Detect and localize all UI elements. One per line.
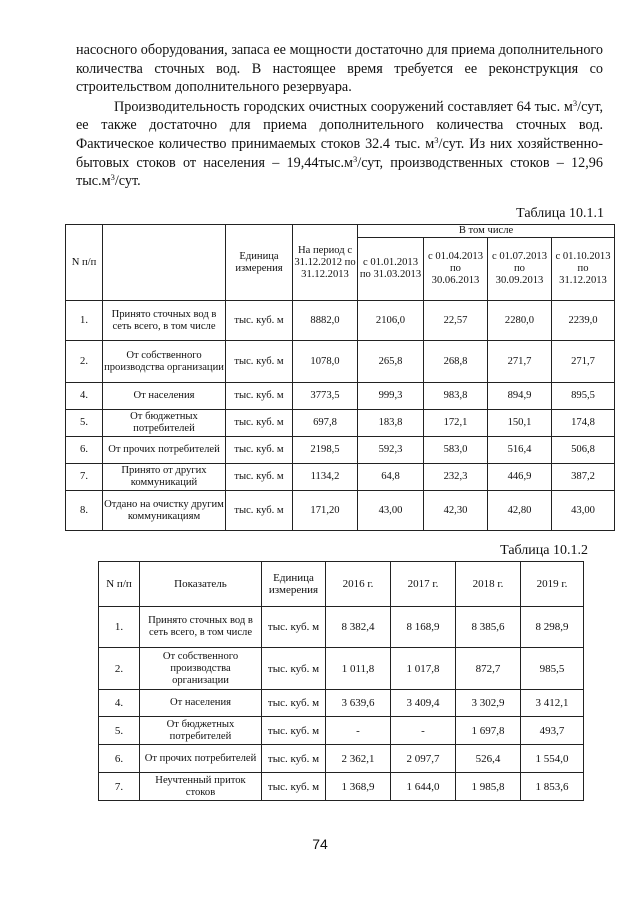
- header-q3: с 01.07.2013 по 30.09.2013: [488, 238, 552, 301]
- cell-unit: тыс. куб. м: [226, 301, 293, 341]
- cell-q2: 583,0: [424, 437, 488, 464]
- cell-num: 2.: [66, 341, 103, 383]
- cell-q4: 387,2: [552, 464, 615, 491]
- cell-q1: 999,3: [358, 383, 424, 410]
- cell-2016: 3 639,6: [326, 690, 391, 717]
- page-number: 74: [312, 836, 328, 852]
- header-including: В том числе: [358, 225, 615, 238]
- cell-num: 6.: [99, 745, 140, 773]
- cell-unit: тыс. куб. м: [262, 648, 326, 690]
- cell-q1: 2106,0: [358, 301, 424, 341]
- cell-name: От населения: [103, 383, 226, 410]
- cell-2019: 985,5: [521, 648, 584, 690]
- paragraph-1: насосного оборудования, запаса ее мощности достаточно для приема дополнительного количества сточных вод. В настоящее время требуется ее реконструкция со строительством дополнительного резервуара.: [76, 42, 603, 96]
- table-row: [99, 648, 584, 690]
- cell-name: Отдано на очистку другим коммуникациям: [103, 491, 226, 531]
- cell-unit: тыс. куб. м: [226, 383, 293, 410]
- cell-q2: 22,57: [424, 301, 488, 341]
- cell-num: 4.: [99, 690, 140, 717]
- cell-q4: 895,5: [552, 383, 615, 410]
- cell-2016: 2 362,1: [326, 745, 391, 773]
- cell-q4: 506,8: [552, 437, 615, 464]
- cell-unit: тыс. куб. м: [262, 717, 326, 745]
- cell-2016: 8 382,4: [326, 607, 391, 648]
- header-num: N п/п: [99, 562, 140, 607]
- cell-name: Принято сточных вод в сеть всего, в том числе: [140, 607, 262, 648]
- table-row: [66, 341, 615, 383]
- header-2016: 2016 г.: [326, 562, 391, 607]
- cell-name: Неучтенный приток стоков: [140, 773, 262, 801]
- paragraph-2-part-a: Производительность городских очистных сооружений составляет 64 тыс. м: [114, 98, 573, 115]
- cell-num: 5.: [66, 410, 103, 437]
- paragraph-2-part-b: /сут, ее также достаточно для приема дополнительного количества сточных вод. Фактическое количество принимаемых стоков 32.4 тыс. м: [76, 98, 603, 152]
- table-row: [66, 491, 615, 531]
- cell-q2: 983,8: [424, 383, 488, 410]
- header-unit: Единица измерения: [226, 225, 293, 301]
- cell-num: 1.: [99, 607, 140, 648]
- cell-2019: 1 853,6: [521, 773, 584, 801]
- header-q1: с 01.01.2013 по 31.03.2013: [358, 238, 424, 301]
- paragraph-2-part-c: /сут. Из них хозяйственно-бытовых стоков от населения – 19,44тыс.м: [76, 135, 603, 171]
- cell-num: 8.: [66, 491, 103, 531]
- superscript-cubic: 3: [572, 97, 578, 108]
- cell-q3: 271,7: [488, 341, 552, 383]
- cell-unit: тыс. куб. м: [262, 773, 326, 801]
- cell-name: Принято сточных вод в сеть всего, в том числе: [103, 301, 226, 341]
- header-q4: с 01.10.2013 по 31.12.2013: [552, 238, 615, 301]
- cell-2018: 3 302,9: [456, 690, 521, 717]
- table-row: [66, 437, 615, 464]
- header-2018: 2018 г.: [456, 562, 521, 607]
- table-row: [99, 717, 584, 745]
- cell-name: От населения: [140, 690, 262, 717]
- table-row: [99, 607, 584, 648]
- cell-q1: 265,8: [358, 341, 424, 383]
- table-row: [66, 464, 615, 491]
- cell-2017: 2 097,7: [391, 745, 456, 773]
- cell-num: 6.: [66, 437, 103, 464]
- cell-q2: 232,3: [424, 464, 488, 491]
- cell-2017: -: [391, 717, 456, 745]
- cell-q4: 174,8: [552, 410, 615, 437]
- header-name: [103, 225, 226, 301]
- paragraph-2-part-e: /сут.: [114, 173, 141, 190]
- cell-2017: 1 017,8: [391, 648, 456, 690]
- cell-q1: 43,00: [358, 491, 424, 531]
- cell-unit: тыс. куб. м: [226, 491, 293, 531]
- table-10-1-1: [65, 224, 615, 531]
- cell-q3: 446,9: [488, 464, 552, 491]
- table-10-1-2: [98, 561, 584, 801]
- header-unit: Единица измерения: [262, 562, 326, 607]
- cell-total: 1078,0: [293, 341, 358, 383]
- cell-q3: 42,80: [488, 491, 552, 531]
- cell-num: 7.: [99, 773, 140, 801]
- cell-2017: 1 644,0: [391, 773, 456, 801]
- cell-unit: тыс. куб. м: [226, 437, 293, 464]
- cell-2019: 8 298,9: [521, 607, 584, 648]
- cell-q2: 42,30: [424, 491, 488, 531]
- table-row: [66, 383, 615, 410]
- cell-q3: 894,9: [488, 383, 552, 410]
- cell-total: 171,20: [293, 491, 358, 531]
- cell-q1: 592,3: [358, 437, 424, 464]
- cell-unit: тыс. куб. м: [262, 745, 326, 773]
- header-indicator: Показатель: [140, 562, 262, 607]
- table-row: [66, 301, 615, 341]
- table-row: [99, 690, 584, 717]
- cell-q4: 43,00: [552, 491, 615, 531]
- superscript-cubic: 3: [353, 153, 358, 164]
- cell-name: От бюджетных потребителей: [140, 717, 262, 745]
- cell-q1: 183,8: [358, 410, 424, 437]
- cell-name: Принято от других коммуникаций: [103, 464, 226, 491]
- cell-total: 1134,2: [293, 464, 358, 491]
- cell-2017: 3 409,4: [391, 690, 456, 717]
- cell-q2: 268,8: [424, 341, 488, 383]
- body-text: [76, 41, 603, 191]
- header-q2: с 01.04.2013 по 30.06.2013: [424, 238, 488, 301]
- cell-num: 2.: [99, 648, 140, 690]
- cell-name: От бюджетных потребителей: [103, 410, 226, 437]
- cell-name: От собственного производства организации: [103, 341, 226, 383]
- cell-2018: 526,4: [456, 745, 521, 773]
- cell-2018: 1 697,8: [456, 717, 521, 745]
- header-period: На период с 31.12.2012 по 31.12.2013: [293, 225, 358, 301]
- cell-2016: 1 011,8: [326, 648, 391, 690]
- cell-2018: 872,7: [456, 648, 521, 690]
- cell-unit: тыс. куб. м: [262, 607, 326, 648]
- cell-total: 3773,5: [293, 383, 358, 410]
- cell-num: 1.: [66, 301, 103, 341]
- table-1-caption: Таблица 10.1.1: [516, 206, 604, 221]
- table-row: [66, 410, 615, 437]
- cell-name: От собственного производства организации: [140, 648, 262, 690]
- cell-total: 697,8: [293, 410, 358, 437]
- cell-q4: 271,7: [552, 341, 615, 383]
- cell-num: 4.: [66, 383, 103, 410]
- table-2-caption: Таблица 10.1.2: [500, 543, 588, 558]
- cell-num: 7.: [66, 464, 103, 491]
- cell-q1: 64,8: [358, 464, 424, 491]
- cell-2018: 1 985,8: [456, 773, 521, 801]
- cell-2019: 1 554,0: [521, 745, 584, 773]
- cell-q3: 2280,0: [488, 301, 552, 341]
- cell-2017: 8 168,9: [391, 607, 456, 648]
- cell-2019: 3 412,1: [521, 690, 584, 717]
- cell-q3: 150,1: [488, 410, 552, 437]
- cell-total: 2198,5: [293, 437, 358, 464]
- cell-name: От прочих потребителей: [140, 745, 262, 773]
- cell-num: 5.: [99, 717, 140, 745]
- cell-total: 8882,0: [293, 301, 358, 341]
- cell-unit: тыс. куб. м: [262, 690, 326, 717]
- cell-q2: 172,1: [424, 410, 488, 437]
- cell-q4: 2239,0: [552, 301, 615, 341]
- cell-2018: 8 385,6: [456, 607, 521, 648]
- cell-unit: тыс. куб. м: [226, 410, 293, 437]
- table-row: [99, 745, 584, 773]
- cell-unit: тыс. куб. м: [226, 464, 293, 491]
- cell-name: От прочих потребителей: [103, 437, 226, 464]
- cell-2016: 1 368,9: [326, 773, 391, 801]
- cell-q3: 516,4: [488, 437, 552, 464]
- header-2017: 2017 г.: [391, 562, 456, 607]
- cell-2019: 493,7: [521, 717, 584, 745]
- table-row: [99, 773, 584, 801]
- superscript-cubic: 3: [434, 134, 439, 145]
- paragraph-2-part-d: /сут, производственных стоков – 12,96 тыс.м: [76, 154, 603, 190]
- header-num: N п/п: [66, 225, 103, 301]
- cell-unit: тыс. куб. м: [226, 341, 293, 383]
- header-2019: 2019 г.: [521, 562, 584, 607]
- paragraph-2: [76, 98, 603, 191]
- superscript-cubic: 3: [110, 172, 115, 183]
- cell-2016: -: [326, 717, 391, 745]
